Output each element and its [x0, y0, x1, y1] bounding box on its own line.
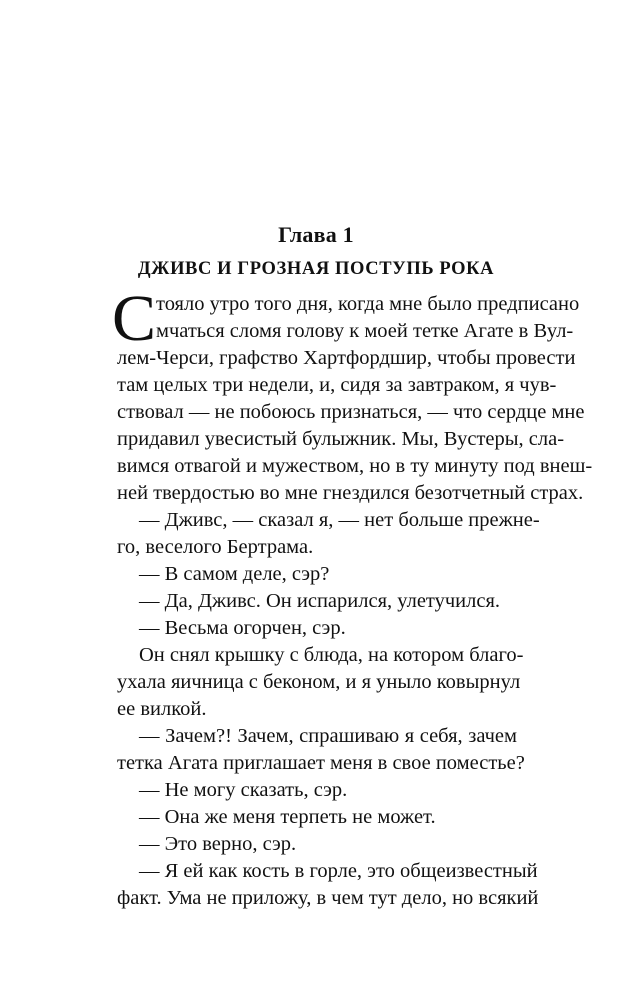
- text-line: ней твердостью во мне гнездился безотчетный страх.: [117, 482, 584, 504]
- text-line: мчаться сломя голову к моей тетке Агате в Вул-: [156, 320, 574, 342]
- text-line: там целых три недели, и, сидя за завтраком, я чув-: [117, 374, 557, 396]
- text-line: Он снял крышку с блюда, на котором благо-: [139, 644, 524, 666]
- text-line: ствовал — не побоюсь признаться, — что сердце мне: [117, 401, 585, 423]
- drop-cap: С: [112, 282, 157, 355]
- text-line: ухала яичница с беконом, и я уныло ковырнул: [117, 671, 521, 693]
- text-line: — Это верно, сэр.: [139, 833, 297, 855]
- text-line: тояло утро того дня, когда мне было предписано: [156, 293, 580, 315]
- text-line: вимся отвагой и мужеством, но в ту минуту под внеш-: [117, 455, 593, 477]
- text-line: — Зачем?! Зачем, спрашиваю я себя, зачем: [139, 725, 517, 747]
- text-line: — Весьма огорчен, сэр.: [139, 617, 346, 639]
- text-line: тетка Агата приглашает меня в свое поместье?: [117, 752, 525, 774]
- text-line: — Дживс, — сказал я, — нет больше прежне-: [139, 509, 540, 531]
- text-line: факт. Ума не приложу, в чем тут дело, но всякий: [117, 887, 539, 909]
- text-line: придавил увесистый булыжник. Мы, Вустеры, сла-: [117, 428, 565, 450]
- text-line: ее вилкой.: [117, 698, 207, 720]
- text-line: — Не могу сказать, сэр.: [139, 779, 348, 801]
- chapter-number: Глава 1: [278, 222, 354, 247]
- text-line: го, веселого Бертрама.: [117, 536, 314, 558]
- text-line: — Она же меня терпеть не может.: [139, 806, 436, 828]
- text-line: — Я ей как кость в горле, это общеизвестный: [139, 860, 538, 882]
- chapter-title: ДЖИВС И ГРОЗНАЯ ПОСТУПЬ РОКА: [137, 259, 495, 279]
- text-line: — Да, Дживс. Он испарился, улетучился.: [139, 590, 501, 612]
- text-line: лем-Черси, графство Хартфордшир, чтобы провести: [117, 347, 576, 369]
- text-line: — В самом деле, сэр?: [139, 563, 330, 585]
